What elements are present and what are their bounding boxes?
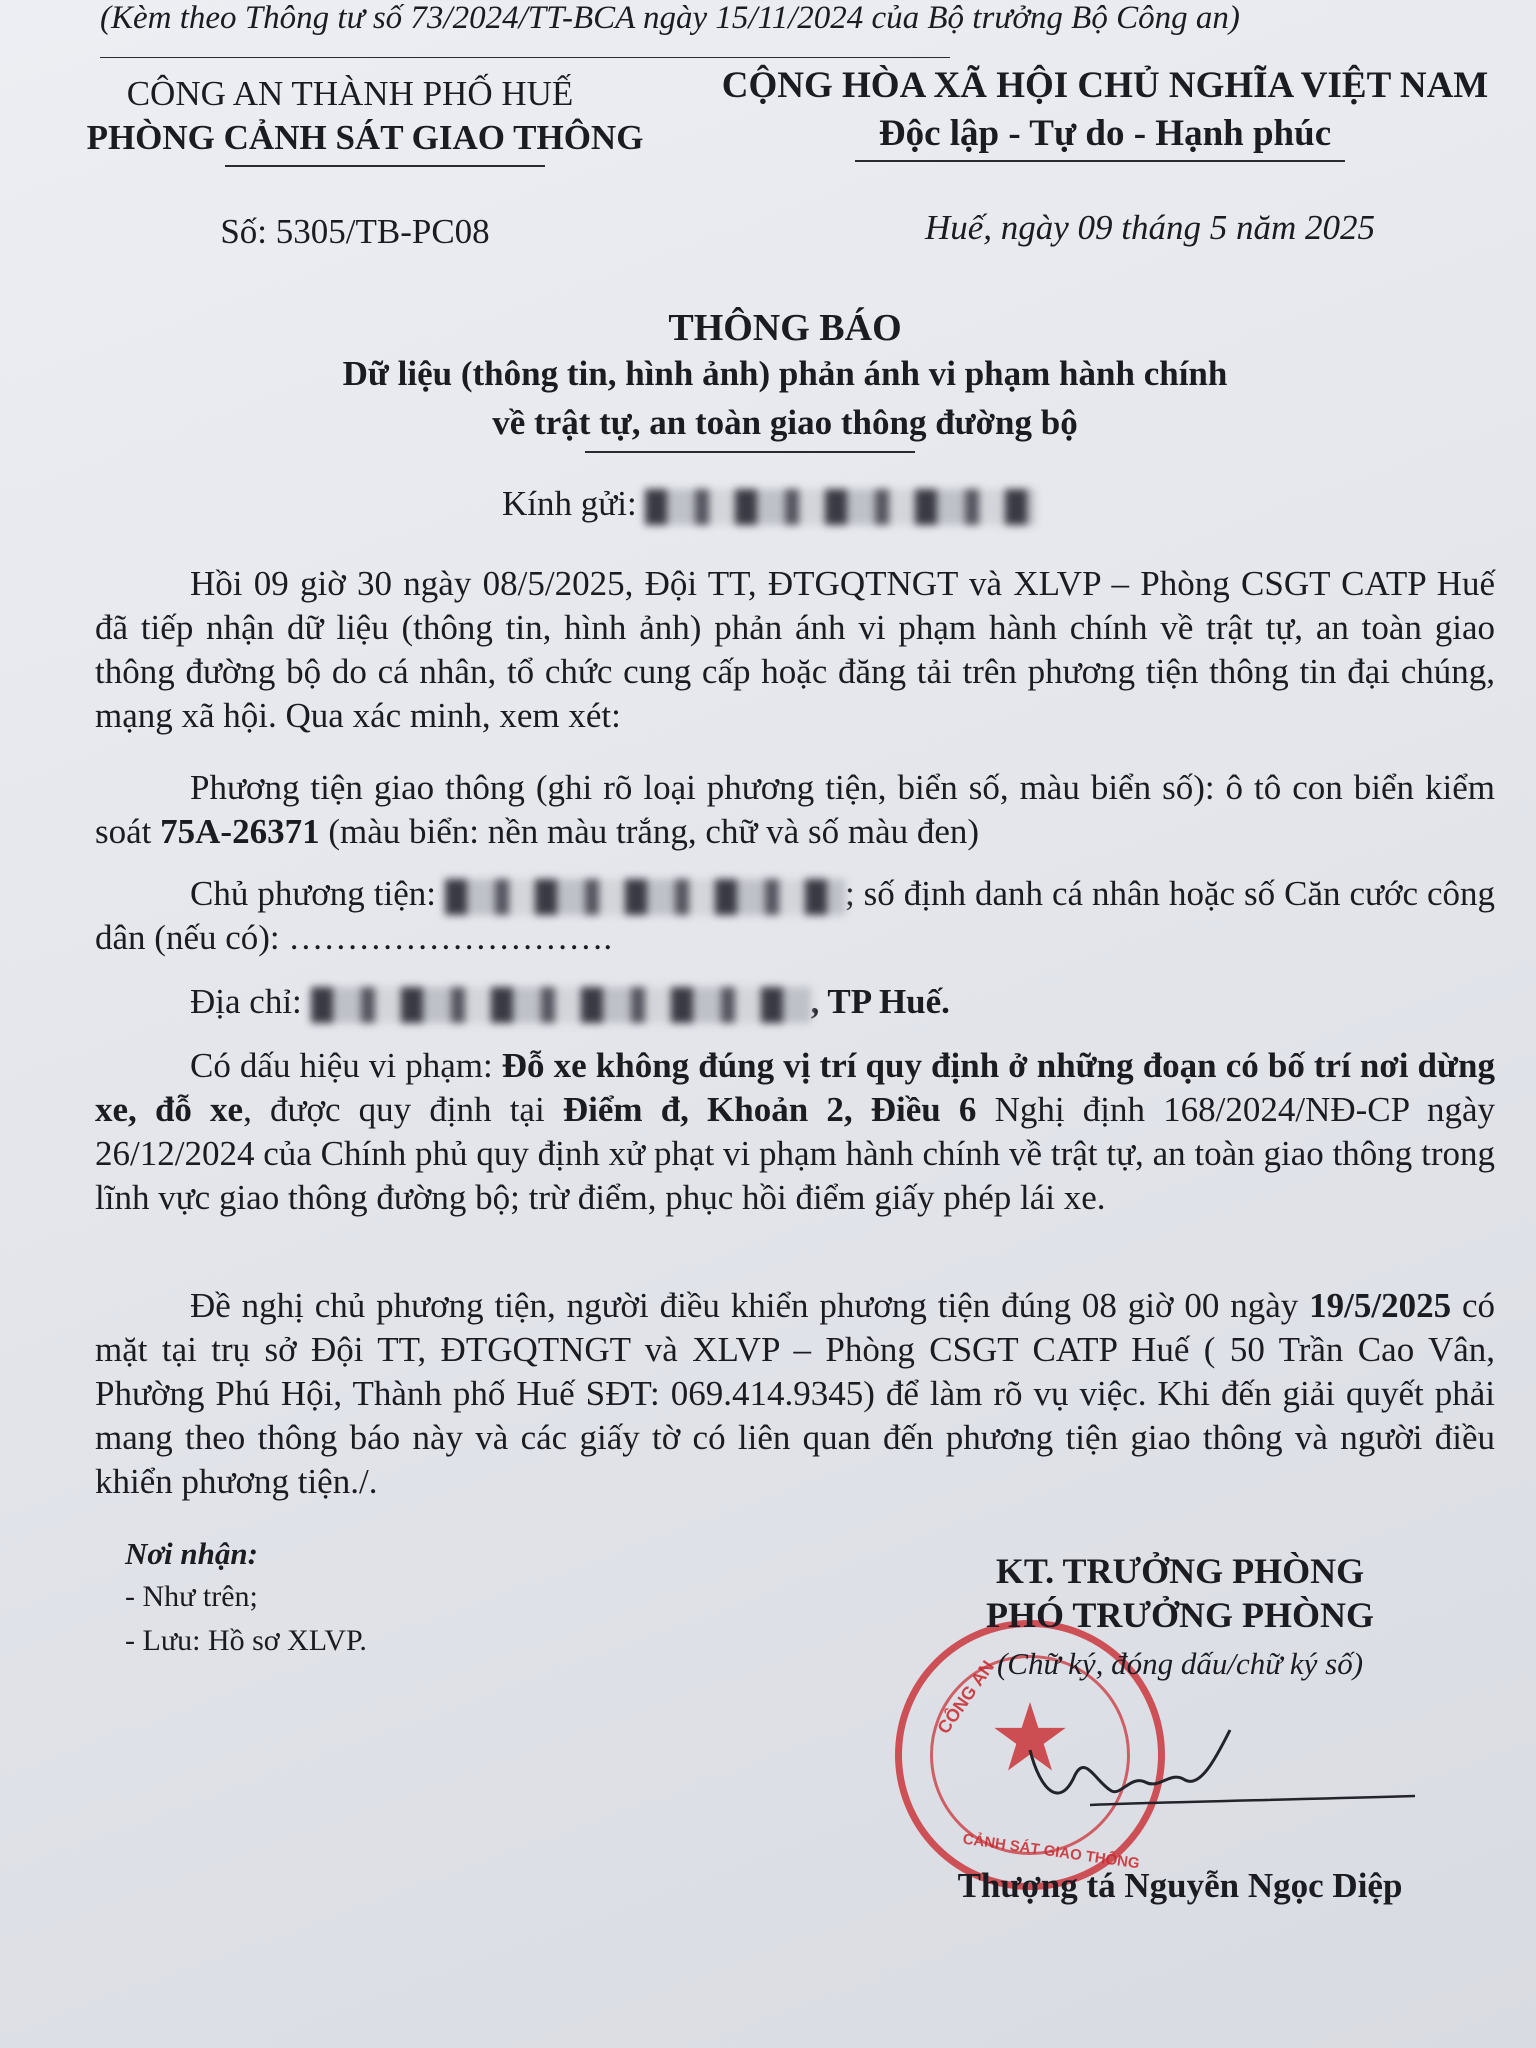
redacted-address bbox=[311, 987, 811, 1023]
license-plate: 75A-26371 bbox=[160, 812, 320, 851]
owner-label: Chủ phương tiện: bbox=[190, 874, 436, 913]
nation-rule bbox=[855, 160, 1345, 162]
violation-connector: , được quy định tại bbox=[243, 1090, 563, 1129]
seal-bottom-text: CẢNH SÁT GIAO THÔNG bbox=[961, 1830, 1141, 1873]
agency-rule bbox=[225, 165, 545, 167]
owner-paragraph bbox=[95, 872, 1495, 960]
agency-line2: PHÒNG CẢNH SÁT GIAO THÔNG bbox=[86, 118, 644, 157]
violation-decree: Nghị định 168/2024/NĐ-CP ngày 26/12/2024 của Chính phủ quy định xử phạt vi phạm hành chính về trật tự, an toàn giao thông trong lĩnh vực giao thông đường bộ; trừ điểm, phục hồi điểm giấy phép lái xe. bbox=[95, 1090, 1495, 1217]
owner-id-text: ; số định danh cá nhân hoặc số Căn cước công dân (nếu có): ………………………. bbox=[95, 874, 1496, 957]
request-text: Đề nghị chủ phương tiện, người điều khiển phương tiện đúng 08 giờ 00 ngày bbox=[190, 1286, 1310, 1325]
recipients-item-1: - Như trên; bbox=[125, 1580, 258, 1613]
request-details: có mặt tại trụ sở Đội TT, ĐTGQTNGT và XLVP – Phòng CSGT CATP Huế ( 50 Trần Cao Vân, Phường Phú Hội, Thành phố Huế SĐT: 069.414.9345) để làm rõ vụ việc. Khi đến giải quyết phải mang theo thông báo này và các giấy tờ có liên quan đến phương tiện giao thông và người điều khiển phương tiện./. bbox=[95, 1286, 1495, 1501]
signatory-name: Thượng tá Nguyễn Ngọc Diệp bbox=[957, 1866, 1403, 1905]
redacted-owner bbox=[445, 879, 845, 915]
vehicle-paragraph bbox=[95, 766, 1495, 854]
header-rule bbox=[100, 57, 950, 58]
redacted-recipient bbox=[645, 489, 1035, 525]
recipient-label: Kính gửi: bbox=[502, 484, 637, 523]
address-paragraph bbox=[95, 980, 1495, 1024]
title-subline-1: Dữ liệu (thông tin, hình ảnh) phản ánh vi phạm hành chính bbox=[342, 354, 1228, 393]
violation-label: Có dấu hiệu vi phạm: bbox=[190, 1046, 502, 1085]
title-rule bbox=[585, 451, 915, 453]
seal-top-text: CÔNG AN bbox=[933, 1656, 999, 1738]
document-title: THÔNG BÁO bbox=[668, 307, 902, 349]
signature-title-2: PHÓ TRƯỞNG PHÒNG bbox=[985, 1595, 1374, 1635]
title-subline-2: về trật tự, an toàn giao thông đường bộ bbox=[492, 403, 1078, 442]
recipients-item-2: - Lưu: Hồ sơ XLVP. bbox=[125, 1624, 367, 1657]
violation-description: Đỗ xe không đúng vị trí quy định ở những đoạn có bố trí nơi dừng xe, đỗ xe bbox=[95, 1046, 1495, 1129]
signature-note: (Chữ ký, đóng dấu/chữ ký số) bbox=[996, 1646, 1364, 1681]
nation-line2: Độc lập - Tự do - Hạnh phúc bbox=[878, 113, 1332, 154]
vehicle-text: Phương tiện giao thông (ghi rõ loại phương tiện, biển số, màu biển số): ô tô con biển kiểm soát bbox=[95, 768, 1495, 851]
document-number: Số: 5305/TB-PC08 bbox=[220, 212, 490, 251]
request-paragraph bbox=[95, 1284, 1495, 1504]
signature-title-1: KT. TRƯỞNG PHÒNG bbox=[995, 1551, 1365, 1591]
document-date: Huế, ngày 09 tháng 5 năm 2025 bbox=[924, 208, 1376, 247]
agency-line1: CÔNG AN THÀNH PHỐ HUẾ bbox=[126, 74, 574, 113]
plate-color-text: (màu biển: nền màu trắng, chữ và số màu đen) bbox=[319, 812, 980, 851]
request-date: 19/5/2025 bbox=[1309, 1286, 1452, 1325]
nation-line1: CỘNG HÒA XÃ HỘI CHỦ NGHĨA VIỆT NAM bbox=[721, 65, 1489, 106]
violation-paragraph bbox=[95, 1044, 1495, 1220]
violation-reference: Điểm đ, Khoản 2, Điều 6 bbox=[562, 1090, 977, 1129]
header-note: (Kèm theo Thông tư số 73/2024/TT-BCA ngày 15/11/2024 của Bộ trưởng Bộ Công an) bbox=[100, 0, 1240, 36]
address-label: Địa chỉ: bbox=[190, 982, 302, 1021]
intro-paragraph: Hồi 09 giờ 30 ngày 08/5/2025, Đội TT, ĐTGQTNGT và XLVP – Phòng CSGT CATP Huế đã tiếp nhận dữ liệu (thông tin, hình ảnh) phản ánh vi phạm hành chính về trật tự, an toàn giao thông đường bộ do cá nhân, tổ chức cung cấp hoặc đăng tải trên phương tiện thông tin đại chúng, mạng xã hội. Qua xác minh, xem xét: bbox=[95, 564, 1495, 735]
recipients-title: Nơi nhận: bbox=[125, 1536, 258, 1571]
address-city: , TP Huế. bbox=[810, 982, 950, 1021]
handwritten-signature bbox=[1000, 1720, 1430, 1830]
recipient-line bbox=[502, 484, 1035, 525]
